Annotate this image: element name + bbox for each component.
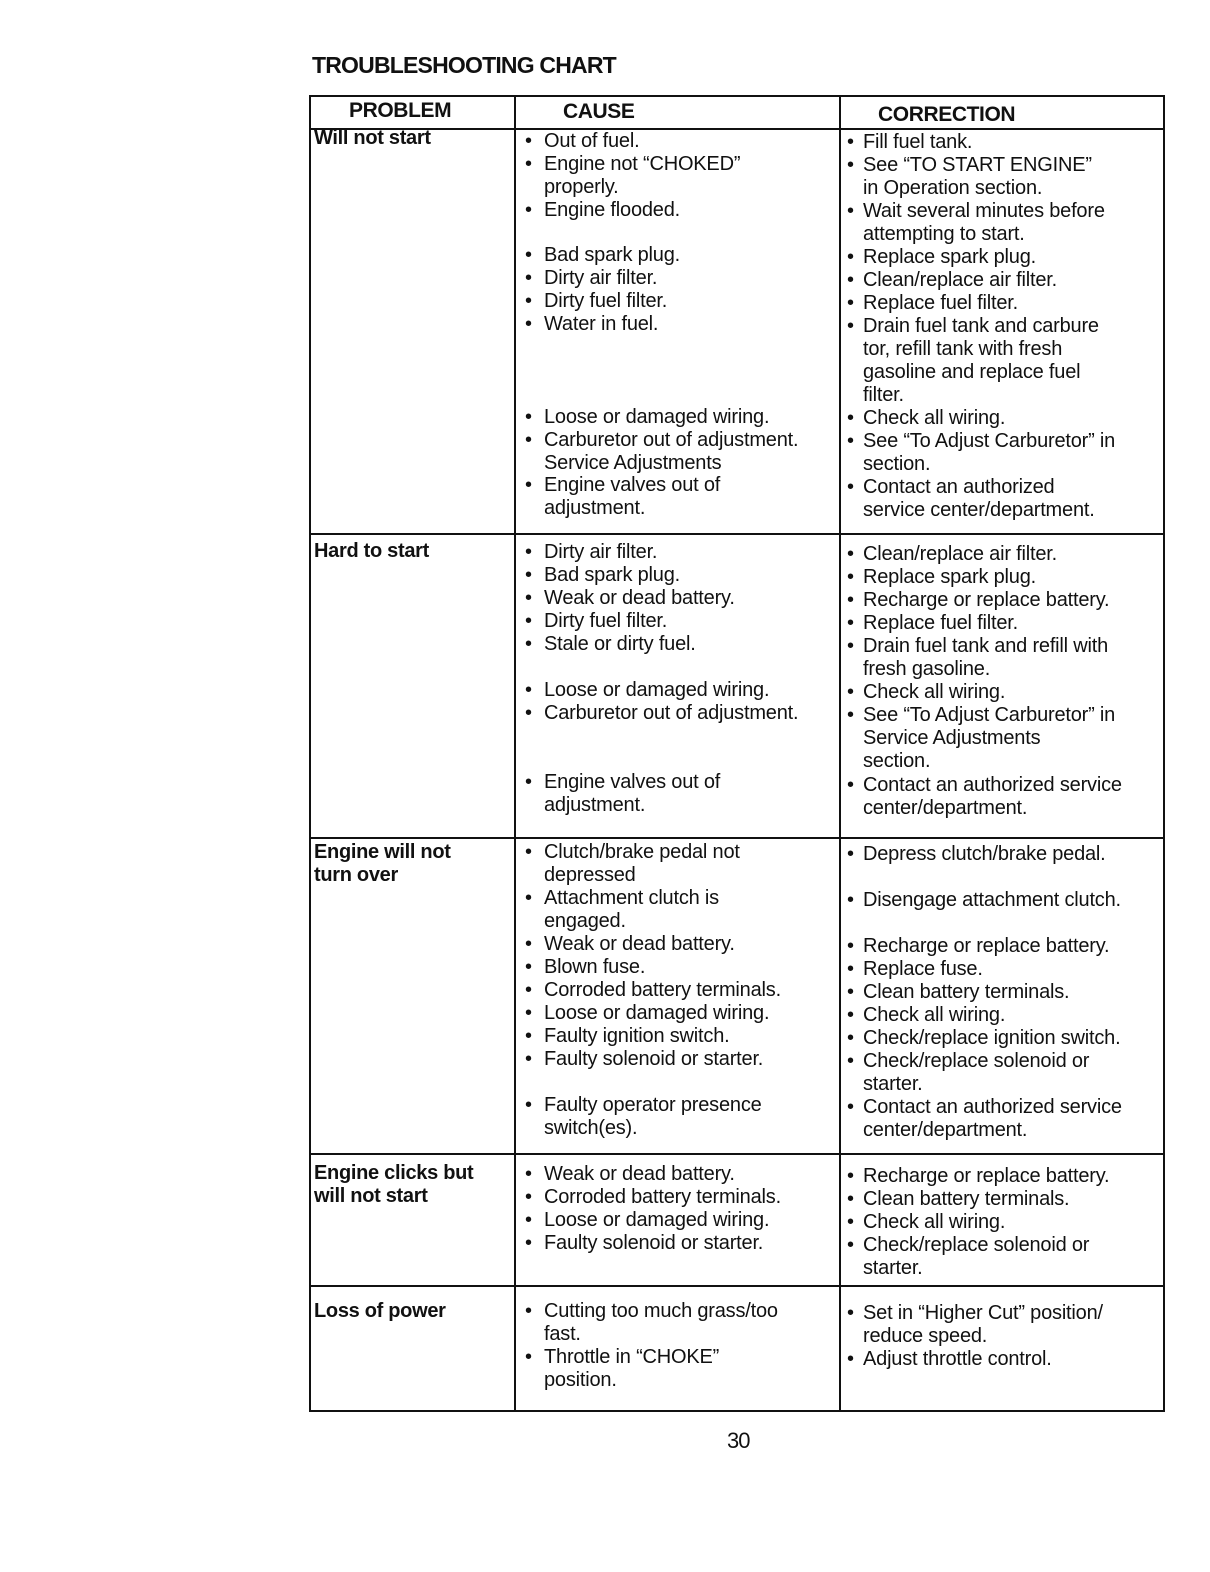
cause-text: Carburetor out of adjustment. (544, 702, 799, 724)
cause-text: Loose or damaged wiring. (544, 679, 770, 701)
bullet-icon: • (847, 543, 854, 565)
bullet-icon: • (847, 566, 854, 588)
correction-text: Service Adjustments (863, 727, 1041, 749)
cause-text: Loose or damaged wiring. (544, 1209, 770, 1231)
correction-text: Set in “Higher Cut” position/ (863, 1302, 1103, 1324)
cause-text: Engine not “CHOKED” (544, 153, 741, 175)
bullet-icon: • (847, 843, 854, 865)
correction-item (847, 154, 1163, 200)
cause-item (525, 1232, 835, 1255)
cause-text: Loose or damaged wiring. (544, 406, 770, 428)
bullet-icon: • (847, 889, 854, 911)
correction-text: section. (863, 750, 931, 772)
column-divider (514, 97, 516, 1410)
bullet-icon: • (847, 430, 854, 452)
cause-item (525, 406, 835, 429)
bullet-icon: • (525, 679, 532, 701)
bullet-icon: • (847, 200, 854, 222)
cause-text: Weak or dead battery. (544, 933, 735, 955)
correction-text: gasoline and replace fuel (863, 361, 1081, 383)
bullet-icon: • (525, 153, 532, 175)
correction-text: Drain fuel tank and refill with (863, 635, 1109, 657)
bullet-icon: • (525, 406, 532, 428)
cause-item (525, 633, 835, 656)
bullet-icon: • (525, 1300, 532, 1322)
cause-text: Faulty solenoid or starter. (544, 1048, 764, 1070)
cause-text: Attachment clutch is (544, 887, 719, 909)
cause-text: Dirty air filter. (544, 267, 658, 289)
correction-text: Contact an authorized service (863, 1096, 1122, 1118)
bullet-icon: • (525, 1094, 532, 1116)
cause-item (525, 933, 835, 956)
problem-label (314, 841, 451, 887)
correction-text: attempting to start. (863, 223, 1025, 245)
cause-text: Weak or dead battery. (544, 587, 735, 609)
correction-text: center/department. (863, 1119, 1028, 1141)
bullet-icon: • (847, 407, 854, 429)
bullet-icon: • (847, 612, 854, 634)
cause-text: Corroded battery terminals. (544, 1186, 781, 1208)
cause-text: Loose or damaged wiring. (544, 1002, 770, 1024)
cause-text: switch(es). (544, 1117, 638, 1139)
header-correction: CORRECTION (878, 103, 1016, 126)
cause-item (525, 267, 835, 290)
cause-text: Throttle in “CHOKE” (544, 1346, 720, 1368)
correction-item (847, 612, 1163, 635)
bullet-icon: • (847, 315, 854, 337)
page-title: TROUBLESHOOTING CHART (312, 52, 616, 78)
cause-text: Engine flooded. (544, 199, 681, 221)
correction-item (847, 131, 1163, 154)
bullet-icon: • (847, 704, 854, 726)
cause-item (525, 771, 835, 817)
correction-text: Check/replace solenoid or (863, 1234, 1090, 1256)
cause-item (525, 429, 835, 475)
correction-text: Adjust throttle control. (863, 1348, 1052, 1370)
bullet-icon: • (847, 292, 854, 314)
cause-text: adjustment. (544, 794, 646, 816)
cause-item (525, 564, 835, 587)
cause-item (525, 541, 835, 564)
bullet-icon: • (847, 774, 854, 796)
cause-text: Stale or dirty fuel. (544, 633, 696, 655)
correction-text: Check all wiring. (863, 407, 1006, 429)
correction-item (847, 566, 1163, 589)
correction-item (847, 1096, 1163, 1142)
correction-text: reduce speed. (863, 1325, 988, 1347)
correction-text: Replace fuel filter. (863, 612, 1018, 634)
bullet-icon: • (525, 956, 532, 978)
problem-label (314, 1300, 446, 1323)
cause-text: properly. (544, 176, 619, 198)
bullet-icon: • (525, 633, 532, 655)
correction-text: Check all wiring. (863, 681, 1006, 703)
cause-text: Dirty fuel filter. (544, 610, 668, 632)
cause-text: Carburetor out of adjustment. (544, 429, 799, 451)
cause-text: Out of fuel. (544, 130, 640, 152)
correction-text: in Operation section. (863, 177, 1043, 199)
bullet-icon: • (525, 933, 532, 955)
correction-item (847, 200, 1163, 246)
bullet-icon: • (847, 681, 854, 703)
correction-text: Contact an authorized service (863, 774, 1122, 796)
correction-text: Disengage attachment clutch. (863, 889, 1121, 911)
problem-text: Will not start (314, 127, 431, 149)
header-cause: CAUSE (563, 100, 635, 123)
cause-text: fast. (544, 1323, 581, 1345)
correction-item (847, 476, 1163, 522)
problem-text: Engine clicks but (314, 1162, 474, 1184)
correction-text: Check all wiring. (863, 1211, 1006, 1233)
bullet-icon: • (525, 244, 532, 266)
bullet-icon: • (525, 130, 532, 152)
bullet-icon: • (847, 1302, 854, 1324)
bullet-icon: • (525, 1048, 532, 1070)
bullet-icon: • (847, 981, 854, 1003)
cause-text: engaged. (544, 910, 626, 932)
bullet-icon: • (525, 841, 532, 863)
correction-text: Check/replace ignition switch. (863, 1027, 1121, 1049)
cause-text: Dirty fuel filter. (544, 290, 668, 312)
bullet-icon: • (525, 1232, 532, 1254)
bullet-icon: • (525, 1002, 532, 1024)
problem-label (314, 1162, 473, 1208)
cause-text: Bad spark plug. (544, 564, 680, 586)
cause-text: Dirty air filter. (544, 541, 658, 563)
bullet-icon: • (847, 1234, 854, 1256)
bullet-icon: • (847, 154, 854, 176)
page-number: 30 (727, 1428, 750, 1453)
correction-item (847, 681, 1163, 704)
cause-item (525, 1346, 835, 1392)
correction-item (847, 1302, 1163, 1348)
correction-item (847, 1027, 1163, 1050)
row-divider (311, 1285, 1163, 1287)
correction-item (847, 843, 1163, 866)
correction-item (847, 1004, 1163, 1027)
header-problem: PROBLEM (349, 99, 452, 122)
bullet-icon: • (525, 1186, 532, 1208)
correction-text: See “To Adjust Carburetor” in (863, 704, 1116, 726)
cause-item (525, 1002, 835, 1025)
correction-text: Replace fuse. (863, 958, 983, 980)
bullet-icon: • (847, 958, 854, 980)
troubleshooting-table (309, 95, 1165, 1412)
correction-text: filter. (863, 384, 904, 406)
row-divider (311, 533, 1163, 535)
cause-text: depressed (544, 864, 636, 886)
bullet-icon: • (525, 199, 532, 221)
correction-item (847, 1211, 1163, 1234)
correction-text: Depress clutch/brake pedal. (863, 843, 1106, 865)
cause-item (525, 474, 835, 520)
bullet-icon: • (847, 1004, 854, 1026)
cause-text: adjustment. (544, 497, 646, 519)
bullet-icon: • (847, 246, 854, 268)
row-divider (311, 837, 1163, 839)
cause-text: Faulty operator presence (544, 1094, 762, 1116)
cause-item (525, 290, 835, 313)
cause-item (525, 1025, 835, 1048)
bullet-icon: • (525, 290, 532, 312)
cause-item (525, 610, 835, 633)
correction-item (847, 981, 1163, 1004)
correction-item (847, 935, 1163, 958)
bullet-icon: • (525, 610, 532, 632)
problem-text: will not start (314, 1185, 428, 1207)
bullet-icon: • (525, 771, 532, 793)
correction-item (847, 543, 1163, 566)
cause-item (525, 587, 835, 610)
bullet-icon: • (525, 1025, 532, 1047)
cause-text: position. (544, 1369, 617, 1391)
bullet-icon: • (525, 1163, 532, 1185)
cause-item (525, 130, 835, 153)
correction-text: See “TO START ENGINE” (863, 154, 1092, 176)
bullet-icon: • (525, 587, 532, 609)
correction-item (847, 889, 1163, 912)
correction-text: Clean/replace air filter. (863, 543, 1057, 565)
bullet-icon: • (847, 589, 854, 611)
correction-item (847, 407, 1163, 430)
bullet-icon: • (847, 1096, 854, 1118)
bullet-icon: • (525, 564, 532, 586)
correction-text: Wait several minutes before (863, 200, 1105, 222)
correction-item (847, 1165, 1163, 1188)
cause-item (525, 979, 835, 1002)
correction-item (847, 1188, 1163, 1211)
cause-item (525, 199, 835, 222)
cause-item (525, 679, 835, 702)
correction-text: Clean/replace air filter. (863, 269, 1057, 291)
correction-text: Drain fuel tank and carbure (863, 315, 1099, 337)
bullet-icon: • (525, 887, 532, 909)
cause-text: Water in fuel. (544, 313, 659, 335)
cause-item (525, 702, 835, 725)
cause-item (525, 1186, 835, 1209)
correction-text: starter. (863, 1073, 923, 1095)
cause-item (525, 1048, 835, 1071)
cause-item (525, 1094, 835, 1140)
bullet-icon: • (525, 1209, 532, 1231)
cause-text: Service Adjustments (544, 452, 722, 474)
bullet-icon: • (525, 541, 532, 563)
bullet-icon: • (847, 131, 854, 153)
correction-item (847, 269, 1163, 292)
cause-item (525, 841, 835, 887)
correction-text: center/department. (863, 797, 1028, 819)
correction-text: Contact an authorized (863, 476, 1055, 498)
correction-text: Clean battery terminals. (863, 1188, 1070, 1210)
problem-text: Engine will not (314, 841, 451, 863)
correction-text: fresh gasoline. (863, 658, 991, 680)
correction-item (847, 774, 1163, 820)
problem-label (314, 127, 431, 150)
correction-text: tor, refill tank with fresh (863, 338, 1063, 360)
correction-text: Check/replace solenoid or (863, 1050, 1090, 1072)
bullet-icon: • (525, 979, 532, 1001)
bullet-icon: • (525, 313, 532, 335)
correction-item (847, 315, 1163, 407)
cause-item (525, 1209, 835, 1232)
cause-text: Bad spark plug. (544, 244, 680, 266)
cause-item (525, 956, 835, 979)
cause-item (525, 153, 835, 199)
bullet-icon: • (847, 1165, 854, 1187)
correction-item (847, 1050, 1163, 1096)
correction-item (847, 292, 1163, 315)
correction-text: Fill fuel tank. (863, 131, 973, 153)
column-divider (839, 97, 841, 1410)
bullet-icon: • (847, 1050, 854, 1072)
correction-text: Clean battery terminals. (863, 981, 1070, 1003)
bullet-icon: • (847, 1348, 854, 1370)
correction-item (847, 1348, 1163, 1371)
cause-item (525, 1163, 835, 1186)
bullet-icon: • (847, 935, 854, 957)
bullet-icon: • (525, 429, 532, 451)
bullet-icon: • (525, 474, 532, 496)
correction-text: Replace fuel filter. (863, 292, 1018, 314)
bullet-icon: • (847, 1027, 854, 1049)
cause-text: Faulty ignition switch. (544, 1025, 730, 1047)
cause-item (525, 244, 835, 267)
correction-item (847, 430, 1163, 476)
cause-item (525, 887, 835, 933)
bullet-icon: • (525, 267, 532, 289)
bullet-icon: • (525, 702, 532, 724)
cause-text: Faulty solenoid or starter. (544, 1232, 764, 1254)
correction-text: Recharge or replace battery. (863, 589, 1110, 611)
cause-item (525, 1300, 835, 1346)
row-divider (311, 1153, 1163, 1155)
correction-text: service center/department. (863, 499, 1095, 521)
correction-text: Recharge or replace battery. (863, 1165, 1110, 1187)
correction-item (847, 246, 1163, 269)
cause-text: Weak or dead battery. (544, 1163, 735, 1185)
problem-text: Loss of power (314, 1300, 446, 1322)
cause-text: Cutting too much grass/too (544, 1300, 778, 1322)
problem-text: turn over (314, 864, 398, 886)
correction-item (847, 1234, 1163, 1280)
bullet-icon: • (847, 635, 854, 657)
bullet-icon: • (847, 269, 854, 291)
cause-text: Engine valves out of (544, 771, 721, 793)
correction-text: Recharge or replace battery. (863, 935, 1110, 957)
correction-item (847, 635, 1163, 681)
correction-text: See “To Adjust Carburetor” in (863, 430, 1116, 452)
cause-text: Blown fuse. (544, 956, 646, 978)
cause-text: Clutch/brake pedal not (544, 841, 740, 863)
bullet-icon: • (525, 1346, 532, 1368)
cause-item (525, 313, 835, 336)
correction-item (847, 958, 1163, 981)
problem-text: Hard to start (314, 540, 430, 562)
bullet-icon: • (847, 1211, 854, 1233)
problem-label (314, 540, 429, 563)
correction-item (847, 589, 1163, 612)
bullet-icon: • (847, 476, 854, 498)
correction-text: Replace spark plug. (863, 246, 1036, 268)
bullet-icon: • (847, 1188, 854, 1210)
correction-item (847, 704, 1163, 773)
cause-text: Engine valves out of (544, 474, 721, 496)
cause-text: Corroded battery terminals. (544, 979, 781, 1001)
correction-text: Check all wiring. (863, 1004, 1006, 1026)
correction-text: section. (863, 453, 931, 475)
correction-text: Replace spark plug. (863, 566, 1036, 588)
correction-text: starter. (863, 1257, 923, 1279)
